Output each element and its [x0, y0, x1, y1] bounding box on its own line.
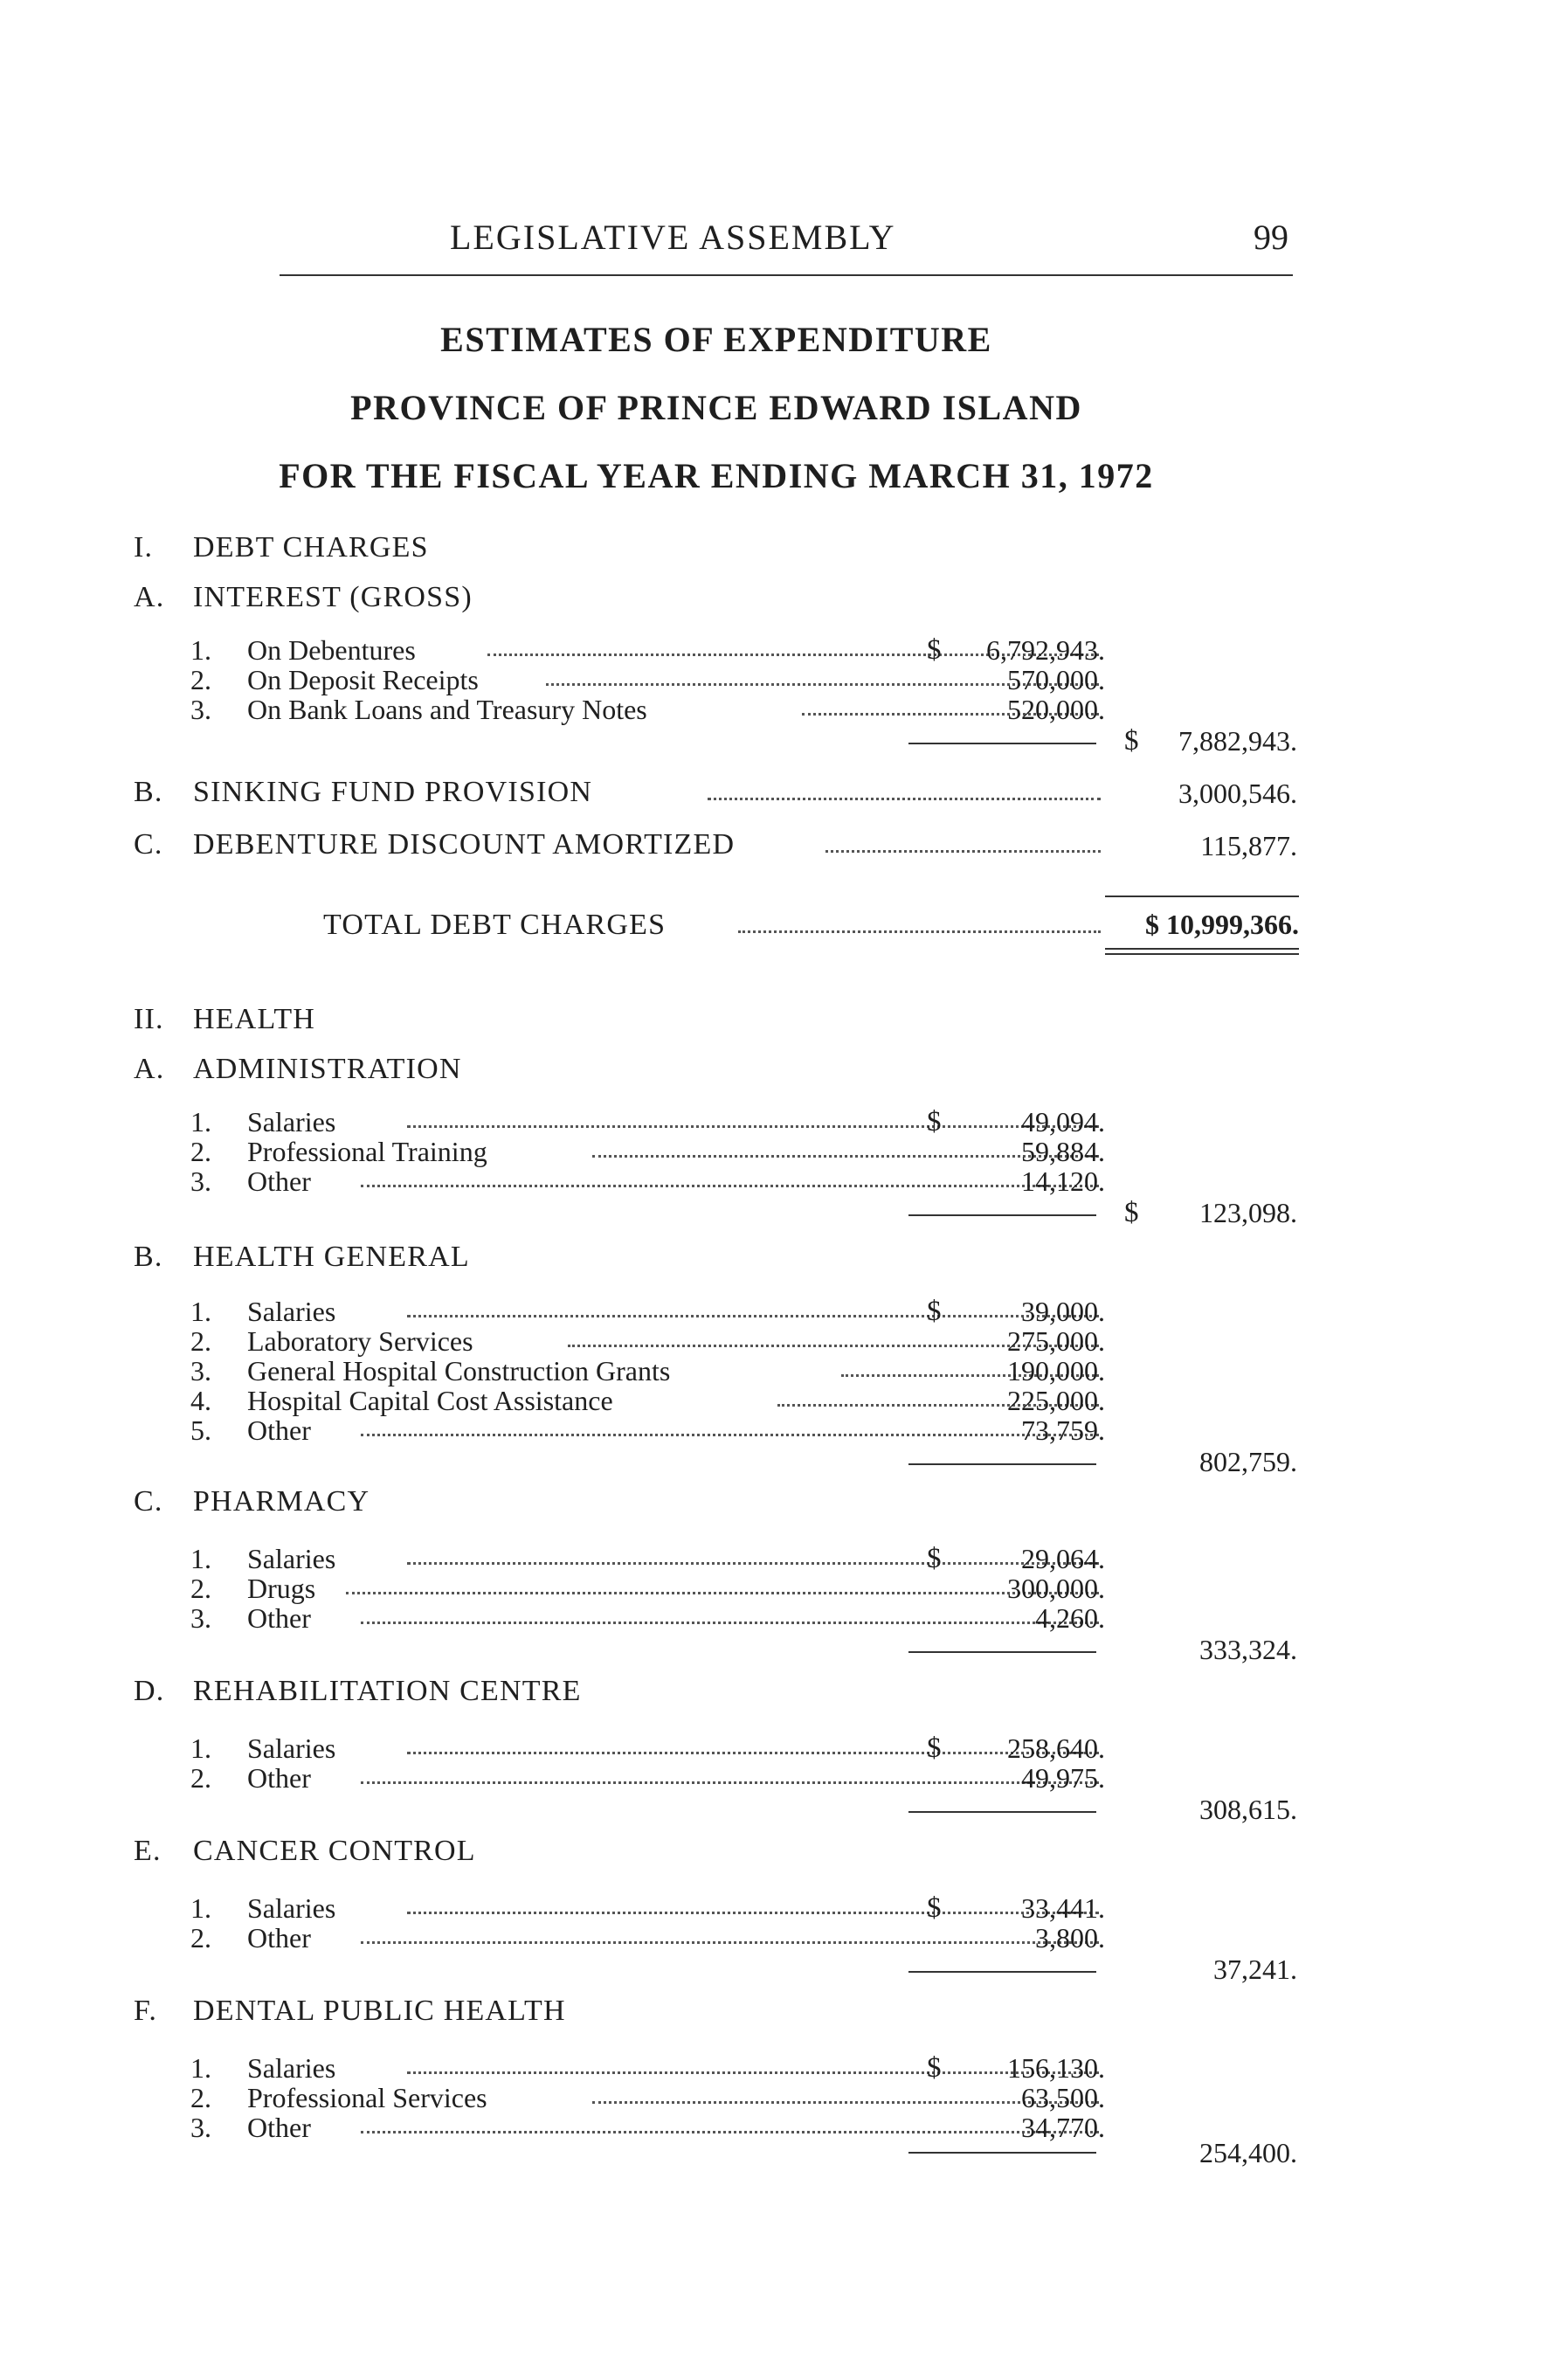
item-label: Drugs — [247, 1573, 316, 1604]
item-number: 5. — [190, 1414, 211, 1446]
subtotal-rule — [908, 1811, 1096, 1813]
item-number: 2. — [190, 664, 211, 695]
subsection-label: INTEREST (GROSS) — [193, 581, 473, 613]
item-amount: 3,800. — [1035, 1922, 1105, 1954]
subtotal-rule — [908, 1463, 1096, 1465]
item-amount: 49,094. — [1021, 1106, 1105, 1138]
section-numeral: II. — [134, 1003, 164, 1035]
currency-sign: $ — [927, 1106, 942, 1138]
item-label: Laboratory Services — [247, 1325, 473, 1357]
item-label: Other — [247, 1762, 311, 1794]
item-amount: 190,000. — [1007, 1355, 1105, 1386]
running-head — [280, 217, 1293, 269]
header-rule — [280, 274, 1293, 276]
total-label: TOTAL DEBT CHARGES — [323, 909, 667, 941]
subtotal-amount: 123,098. — [1199, 1197, 1297, 1228]
item-amount: 520,000. — [1007, 694, 1105, 725]
subtotal-amount: 308,615. — [1199, 1794, 1297, 1825]
item-label: Salaries — [247, 2052, 336, 2084]
item-amount: 34,770. — [1021, 2112, 1105, 2143]
total-rule-bottom-1 — [1105, 948, 1299, 950]
subsection-letter: D. — [134, 1675, 165, 1707]
subsection-letter: F. — [134, 1995, 158, 2027]
item-amount: 275,000. — [1007, 1325, 1105, 1357]
subtotal-amount: 802,759. — [1199, 1446, 1297, 1477]
item-label: Hospital Capital Cost Assistance — [247, 1385, 613, 1416]
subtotal-rule — [908, 1214, 1096, 1216]
subtotal-amount: 37,241. — [1213, 1954, 1297, 1985]
title-line-1: ESTIMATES OF EXPENDITURE — [440, 320, 992, 359]
section-label: HEALTH — [193, 1003, 316, 1035]
subtotal-rule — [908, 743, 1096, 744]
total-amount: $ 10,999,366. — [1145, 909, 1299, 940]
section-numeral: I. — [134, 531, 154, 564]
subsection-letter: E. — [134, 1835, 162, 1867]
subsection-label: HEALTH GENERAL — [193, 1241, 470, 1273]
item-label: Salaries — [247, 1543, 336, 1574]
item-amount: 258,640. — [1007, 1732, 1105, 1764]
item-number: 2. — [190, 1922, 211, 1954]
subsection-label: DEBENTURE DISCOUNT AMORTIZED — [193, 828, 736, 861]
subsection-letter: C. — [134, 828, 163, 861]
item-number: 1. — [190, 1732, 211, 1764]
subsection-letter: B. — [134, 1241, 163, 1273]
subsection-label: CANCER CONTROL — [193, 1835, 476, 1867]
item-amount: 73,759. — [1021, 1414, 1105, 1446]
item-amount: 6,792,943. — [986, 634, 1105, 666]
item-number: 1. — [190, 2052, 211, 2084]
subtotal-rule — [908, 1971, 1096, 1973]
item-number: 1. — [190, 1106, 211, 1138]
subsection-label: PHARMACY — [193, 1485, 370, 1518]
item-number: 2. — [190, 1325, 211, 1357]
item-label: Salaries — [247, 1106, 336, 1138]
section-amount: 3,000,546. — [1178, 778, 1297, 809]
item-amount: 59,884. — [1021, 1136, 1105, 1167]
item-number: 3. — [190, 1602, 211, 1634]
item-label: Professional Services — [247, 2082, 487, 2113]
item-amount: 14,120. — [1021, 1165, 1105, 1197]
item-label: Salaries — [247, 1732, 336, 1764]
leader-dots — [738, 930, 1101, 933]
item-number: 3. — [190, 2112, 211, 2143]
subsection-letter: A. — [134, 1053, 165, 1085]
item-label: Salaries — [247, 1296, 336, 1327]
item-label: Other — [247, 1414, 311, 1446]
currency-sign: $ — [927, 1296, 942, 1327]
title-line-2: PROVINCE OF PRINCE EDWARD ISLAND — [350, 388, 1082, 427]
currency-sign: $ — [1124, 725, 1139, 757]
item-number: 1. — [190, 634, 211, 666]
total-debt-charges — [323, 909, 666, 942]
item-label: Other — [247, 1165, 311, 1197]
item-label: Salaries — [247, 1892, 336, 1924]
leader-dots — [708, 798, 1101, 800]
item-label: On Deposit Receipts — [247, 664, 479, 695]
running-head-title: LEGISLATIVE ASSEMBLY — [450, 218, 896, 257]
item-number: 1. — [190, 1892, 211, 1924]
item-label: Other — [247, 1922, 311, 1954]
item-amount: 29,064. — [1021, 1543, 1105, 1574]
item-number: 4. — [190, 1385, 211, 1416]
subtotal-rule — [908, 1651, 1096, 1653]
item-label: On Debentures — [247, 634, 416, 666]
item-number: 2. — [190, 1136, 211, 1167]
subsection-label: DENTAL PUBLIC HEALTH — [193, 1995, 566, 2027]
item-number: 1. — [190, 1296, 211, 1327]
subsection-label: ADMINISTRATION — [193, 1053, 462, 1085]
item-number: 3. — [190, 1165, 211, 1197]
currency-sign: $ — [1124, 1197, 1139, 1228]
item-number: 2. — [190, 1762, 211, 1794]
item-amount: 63,500. — [1021, 2082, 1105, 2113]
subtotal-amount: 333,324. — [1199, 1634, 1297, 1665]
subsection-letter: B. — [134, 776, 163, 808]
subsection-letter: C. — [134, 1485, 163, 1518]
item-number: 2. — [190, 2082, 211, 2113]
item-label: Other — [247, 1602, 311, 1634]
subtotal-amount: 254,400. — [1199, 2137, 1297, 2168]
subsection-label: SINKING FUND PROVISION — [193, 776, 593, 808]
item-amount: 156,130. — [1007, 2052, 1105, 2084]
item-amount: 300,000. — [1007, 1573, 1105, 1604]
item-number: 2. — [190, 1573, 211, 1604]
page-number: 99 — [1254, 218, 1288, 257]
leader-dots — [825, 850, 1101, 853]
item-label: On Bank Loans and Treasury Notes — [247, 694, 647, 725]
item-amount: 4,260. — [1035, 1602, 1105, 1634]
currency-sign: $ — [927, 1732, 942, 1764]
total-rule-bottom-2 — [1105, 953, 1299, 955]
title-line-3: FOR THE FISCAL YEAR ENDING MARCH 31, 1972 — [279, 456, 1154, 495]
item-label: Professional Training — [247, 1136, 487, 1167]
currency-sign: $ — [927, 2052, 942, 2084]
currency-sign: $ — [927, 1892, 942, 1924]
section-label: DEBT CHARGES — [193, 531, 429, 564]
item-label: Other — [247, 2112, 311, 2143]
currency-sign: $ — [927, 634, 942, 666]
item-amount: 39,000. — [1021, 1296, 1105, 1327]
total-rule-top — [1105, 896, 1299, 897]
currency-sign: $ — [927, 1543, 942, 1574]
subsection-label: REHABILITATION CENTRE — [193, 1675, 582, 1707]
item-number: 3. — [190, 1355, 211, 1386]
section-amount: 115,877. — [1200, 830, 1297, 861]
subtotal-amount: 7,882,943. — [1178, 725, 1297, 757]
item-amount: 570,000. — [1007, 664, 1105, 695]
subtotal-rule — [908, 2152, 1096, 2154]
item-amount: 49,975. — [1021, 1762, 1105, 1794]
item-number: 1. — [190, 1543, 211, 1574]
item-number: 3. — [190, 694, 211, 725]
item-label: General Hospital Construction Grants — [247, 1355, 671, 1386]
subsection-letter: A. — [134, 581, 165, 613]
item-amount: 33,441. — [1021, 1892, 1105, 1924]
item-amount: 225,000. — [1007, 1385, 1105, 1416]
